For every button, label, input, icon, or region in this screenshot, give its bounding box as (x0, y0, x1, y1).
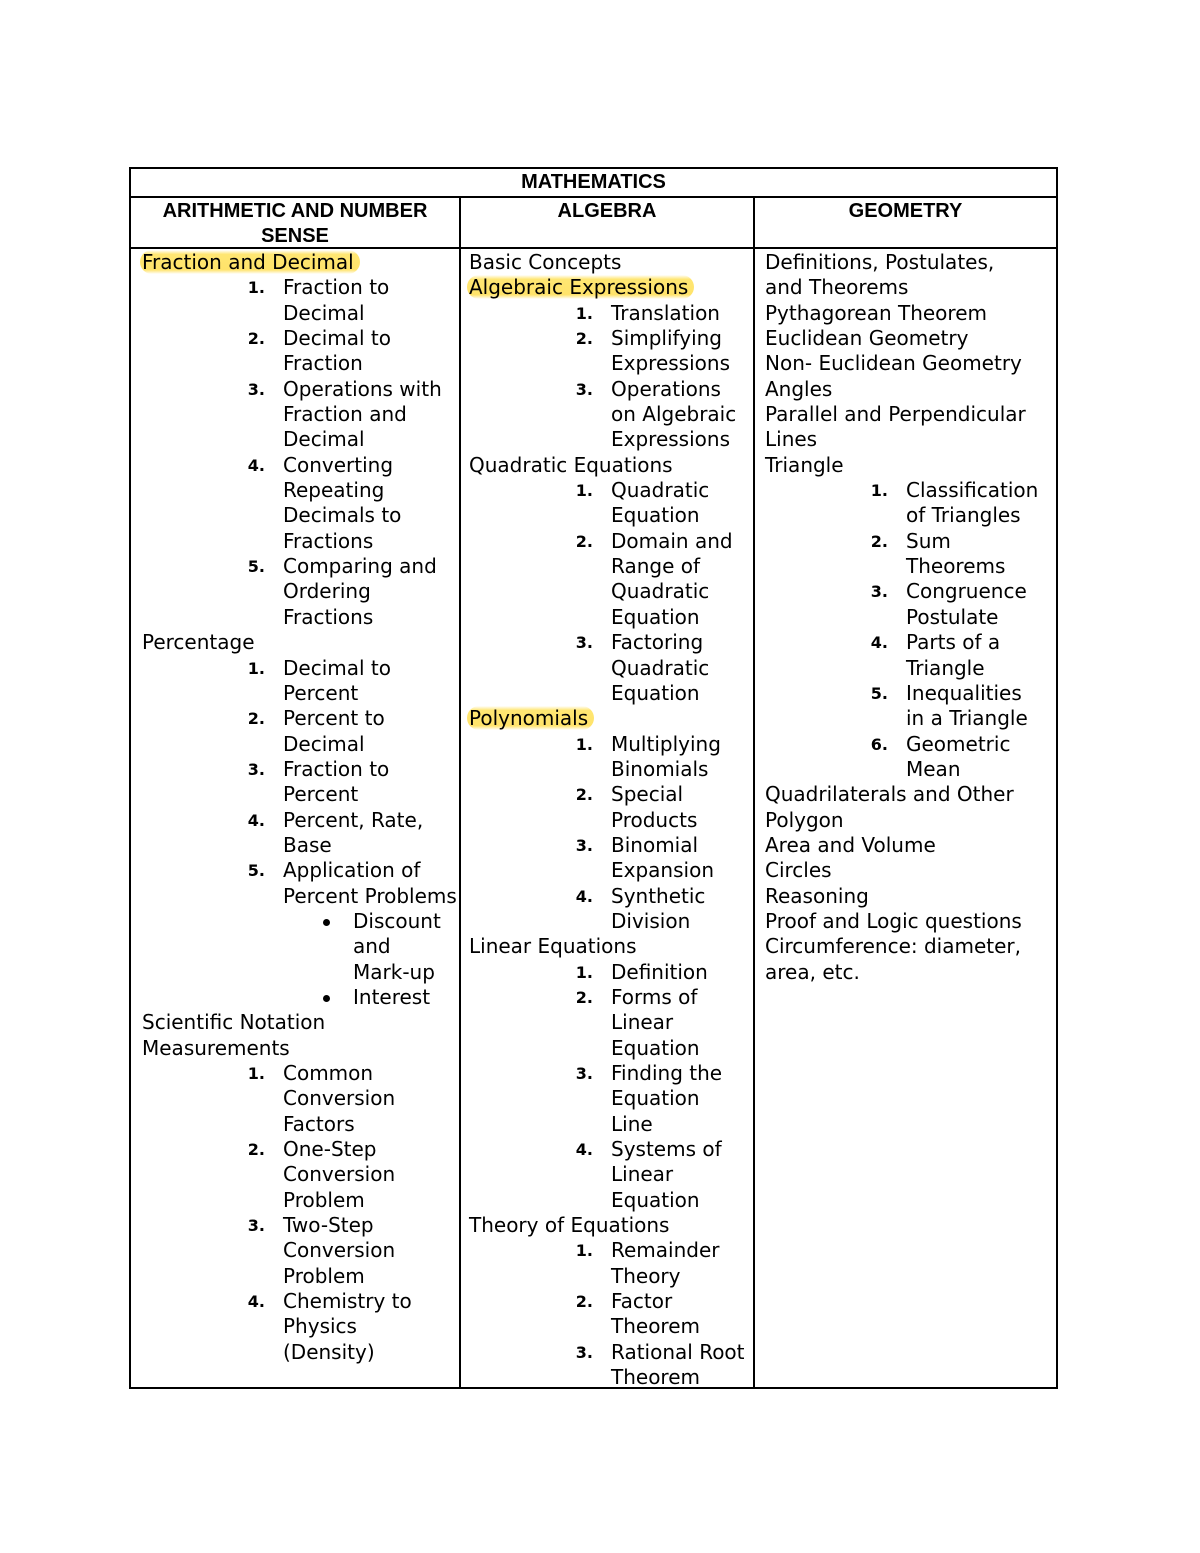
topic-label: Reasoning (765, 883, 869, 908)
item-body (283, 377, 459, 453)
item-text: Comparing and Ordering Fractions (283, 554, 437, 629)
item-body (283, 326, 459, 377)
topic-label: Basic Concepts (469, 250, 622, 274)
item-number: 2. (575, 785, 593, 805)
item-text: Chemistry to Physics (Density) (283, 1289, 412, 1364)
item-body (611, 960, 753, 985)
item-body (611, 732, 753, 783)
list-item (765, 579, 1056, 630)
list-item (469, 1061, 753, 1137)
list-item (142, 326, 459, 377)
item-body (906, 529, 1056, 580)
item-body (906, 630, 1056, 681)
topic-algebraic-expressions (469, 275, 753, 300)
topic-label: Parallel and Perpendicular Lines (765, 402, 1026, 452)
item-text: Remainder Theory (611, 1238, 720, 1288)
list-item (765, 529, 1056, 580)
list-item (142, 554, 459, 630)
item-number: 3. (870, 582, 888, 602)
subtopic-list (469, 960, 753, 1213)
item-number: 5. (247, 557, 265, 577)
list-item (142, 858, 459, 1010)
item-body (611, 529, 753, 630)
subtopic-list (469, 732, 753, 935)
item-body (611, 1238, 753, 1289)
item-body (611, 1137, 753, 1213)
topic-label: Triangle (765, 452, 844, 477)
bullet-item (283, 985, 457, 1010)
topic-label: Percentage (142, 630, 255, 655)
item-number: 3. (247, 759, 265, 779)
topic-pythagorean-theorem (765, 301, 1056, 326)
item-text: Quadratic Equation (611, 478, 710, 528)
item-body (611, 478, 753, 529)
column-geometry (755, 249, 1056, 1387)
topic-non-euclidean-geometry (765, 351, 1056, 376)
topic-triangle (765, 453, 1056, 478)
list-item (469, 884, 753, 935)
topic-label: Algebraic Expressions (467, 275, 694, 299)
list-item (469, 1289, 753, 1340)
list-item (765, 630, 1056, 681)
list-item (469, 985, 753, 1061)
topic-label: Proof and Logic questions (765, 908, 1022, 933)
item-body (611, 326, 753, 377)
item-text: Fraction to Percent (283, 756, 390, 807)
item-number: 3. (247, 1216, 265, 1236)
topic-proof-and-logic-questions (765, 909, 1056, 934)
list-item (469, 630, 753, 706)
list-item (142, 1213, 459, 1289)
column-arithmetic (131, 249, 461, 1387)
item-text: Binomial Expansion (611, 832, 714, 883)
subtopic-list (142, 275, 459, 630)
topic-label: Quadrilaterals and Other Polygon (765, 782, 1014, 832)
list-item (469, 732, 753, 783)
header-geometry: GEOMETRY (848, 200, 963, 222)
item-number: 1. (575, 481, 593, 501)
list-item (469, 1238, 753, 1289)
item-text: Factor Theorem (611, 1289, 701, 1339)
topic-label: Fraction and Decimal (140, 250, 360, 274)
list-item (469, 782, 753, 833)
item-text: Factoring Quadratic Equation (611, 630, 710, 705)
item-number: 5. (247, 861, 265, 881)
item-text: Synthetic Division (611, 883, 706, 933)
topic-linear-equations (469, 934, 753, 959)
topic-circles (765, 858, 1056, 883)
topic-basic-concepts (469, 250, 753, 275)
item-number: 3. (575, 1342, 593, 1362)
item-number: 1. (247, 658, 265, 678)
item-text: Translation (611, 300, 720, 325)
item-number: 1. (247, 278, 265, 298)
item-body (283, 757, 459, 808)
topic-quadrilaterals-and-other-polygon (765, 782, 1056, 833)
item-text: Simplifying Expressions (611, 326, 730, 376)
topic-euclidean-geometry (765, 326, 1056, 351)
subtopic-list (469, 1238, 753, 1390)
subtopic-list (765, 478, 1056, 782)
bullet-list (283, 909, 457, 1010)
item-text: Percent to Decimal (283, 706, 385, 756)
list-item (765, 681, 1056, 732)
item-number: 4. (247, 1292, 265, 1312)
subtopic-list (469, 478, 753, 706)
list-item (142, 453, 459, 554)
topic-label: Linear Equations (469, 934, 637, 959)
topic-label: Polynomials (467, 706, 594, 730)
item-number: 4. (247, 455, 265, 475)
list-item (469, 377, 753, 453)
item-text: Finding the Equation Line (611, 1061, 723, 1136)
subtopic-list (469, 301, 753, 453)
item-number: 3. (575, 633, 593, 653)
bullet-text: Discount and Mark-up (353, 908, 441, 984)
item-text: Multiplying Binomials (611, 731, 721, 781)
topic-label: Measurements (142, 1035, 290, 1060)
topic-theory-of-equations (469, 1213, 753, 1238)
list-item (469, 478, 753, 529)
item-text: Definition (611, 959, 708, 984)
item-number: 3. (575, 835, 593, 855)
bullet-dot-icon (283, 909, 353, 985)
table-body (131, 249, 1056, 1390)
list-item (142, 377, 459, 453)
list-item (142, 1289, 459, 1365)
item-number: 2. (575, 1292, 593, 1312)
item-text: Sum Theorems (906, 528, 1006, 579)
topic-label: Circles (765, 858, 832, 883)
item-body (611, 1061, 753, 1137)
item-body (283, 656, 459, 707)
item-text: Inequalities in a Triangle (906, 680, 1028, 731)
item-text: Domain and Range of Quadratic Equation (611, 528, 733, 629)
topic-measurements (142, 1036, 459, 1061)
topic-label: Circumference: diameter, area, etc. (765, 934, 1021, 984)
item-body (906, 681, 1056, 732)
item-text: Converting Repeating Decimals to Fractions (283, 452, 402, 553)
header-arithmetic: ARITHMETIC AND NUMBER SENSE (131, 198, 461, 247)
item-body (611, 1289, 753, 1340)
topic-label: Euclidean Geometry (765, 326, 969, 351)
list-item (765, 732, 1056, 783)
topic-scientific-notation (142, 1010, 459, 1035)
item-text: Application of Percent Problems (283, 858, 457, 908)
item-body (611, 884, 753, 935)
list-item (469, 960, 753, 985)
topic-polynomials (469, 706, 753, 731)
item-body (906, 732, 1056, 783)
column-headers (131, 198, 1056, 249)
item-body (283, 1289, 459, 1365)
topic-label: Pythagorean Theorem (765, 300, 987, 325)
item-number: 3. (575, 379, 593, 399)
item-body (283, 1137, 459, 1213)
list-item (469, 301, 753, 326)
list-item (469, 1137, 753, 1213)
item-body (611, 301, 753, 326)
topic-label: Quadratic Equations (469, 452, 673, 477)
item-number: 1. (575, 962, 593, 982)
item-text: Two-Step Conversion Problem (283, 1213, 396, 1288)
item-number: 4. (575, 1140, 593, 1160)
item-text: Forms of Linear Equation (611, 984, 700, 1060)
item-number: 2. (575, 987, 593, 1007)
item-number: 3. (575, 1064, 593, 1083)
item-body (611, 377, 753, 453)
list-item (765, 478, 1056, 529)
item-number: 2. (870, 531, 888, 551)
item-body (283, 453, 459, 554)
topic-quadratic-equations (469, 453, 753, 478)
item-text: Operations with Fraction and Decimal (283, 376, 442, 452)
item-number: 1. (575, 1241, 593, 1261)
subtopic-list (142, 656, 459, 1011)
item-text: Operations on Algebraic Expressions (611, 376, 737, 452)
item-number: 1. (870, 481, 888, 501)
item-number: 2. (247, 709, 265, 729)
topic-fraction-and-decimal (142, 250, 459, 275)
item-number: 2. (575, 531, 593, 551)
math-topics-table (129, 167, 1058, 1389)
topic-parallel-and-perpendicular-lines (765, 402, 1056, 453)
item-number: 2. (247, 1140, 265, 1160)
item-text: Classification of Triangles (906, 478, 1039, 528)
item-text: Special Products (611, 782, 698, 832)
topic-percentage (142, 630, 459, 655)
item-number: 1. (575, 303, 593, 323)
list-item (142, 275, 459, 326)
item-text: Geometric Mean (906, 731, 1011, 781)
item-number: 4. (247, 810, 265, 830)
list-item (142, 1137, 459, 1213)
item-body (283, 554, 459, 630)
item-text: Rational Root Theorem (611, 1339, 745, 1390)
item-number: 3. (247, 379, 265, 399)
topic-circumference-diameter-area-etc (765, 934, 1056, 985)
list-item (142, 706, 459, 757)
item-number: 5. (870, 683, 888, 703)
list-item (469, 529, 753, 630)
item-body (906, 579, 1056, 630)
topic-label: Scientific Notation (142, 1010, 326, 1035)
item-text: Fraction to Decimal (283, 275, 390, 325)
topic-label: Area and Volume (765, 832, 936, 857)
list-item (142, 656, 459, 707)
topic-definitions-postulates-and-theorems (765, 250, 1056, 301)
list-item (469, 833, 753, 884)
item-body (611, 782, 753, 833)
item-body (611, 833, 753, 884)
topic-label: Definitions, Postulates, and Theorems (765, 250, 995, 300)
column-algebra (461, 249, 755, 1390)
item-number: 1. (247, 1064, 265, 1083)
item-number: 6. (870, 734, 888, 754)
item-body (611, 630, 753, 706)
item-body (283, 858, 473, 1010)
list-item (142, 808, 459, 859)
item-body (611, 1340, 753, 1391)
item-number: 1. (575, 734, 593, 754)
item-body (611, 985, 753, 1061)
topic-label: Non- Euclidean Geometry (765, 351, 1022, 376)
bullet-dot-icon (283, 985, 353, 1010)
header-algebra: ALGEBRA (461, 198, 755, 247)
item-body (283, 1061, 459, 1137)
item-number: 4. (870, 633, 888, 653)
item-body (906, 478, 1056, 529)
item-body (283, 275, 459, 326)
item-body (283, 1213, 459, 1289)
topic-label: Theory of Equations (469, 1213, 670, 1238)
item-text: Parts of a Triangle (906, 630, 1001, 680)
item-text: Congruence Postulate (906, 579, 1027, 629)
topic-angles (765, 377, 1056, 402)
item-number: 4. (575, 886, 593, 906)
topic-label: Angles (765, 376, 833, 401)
item-text: Systems of Linear Equation (611, 1137, 722, 1212)
item-body (283, 706, 459, 757)
item-number: 2. (575, 329, 593, 349)
item-body (283, 808, 459, 859)
list-item (142, 1061, 459, 1137)
item-number: 2. (247, 329, 265, 349)
list-item (469, 326, 753, 377)
table-title: MATHEMATICS (131, 169, 1056, 198)
bullet-item (283, 909, 457, 985)
bullet-text: Interest (353, 984, 431, 1009)
topic-reasoning (765, 884, 1056, 909)
list-item (469, 1340, 753, 1391)
item-text: Percent, Rate, Base (283, 807, 424, 857)
item-text: Common Conversion Factors (283, 1061, 396, 1136)
subtopic-list (142, 1061, 459, 1365)
item-text: One-Step Conversion Problem (283, 1137, 396, 1212)
item-text: Decimal to Fraction (283, 326, 391, 376)
list-item (142, 757, 459, 808)
topic-area-and-volume (765, 833, 1056, 858)
item-text: Decimal to Percent (283, 655, 391, 705)
